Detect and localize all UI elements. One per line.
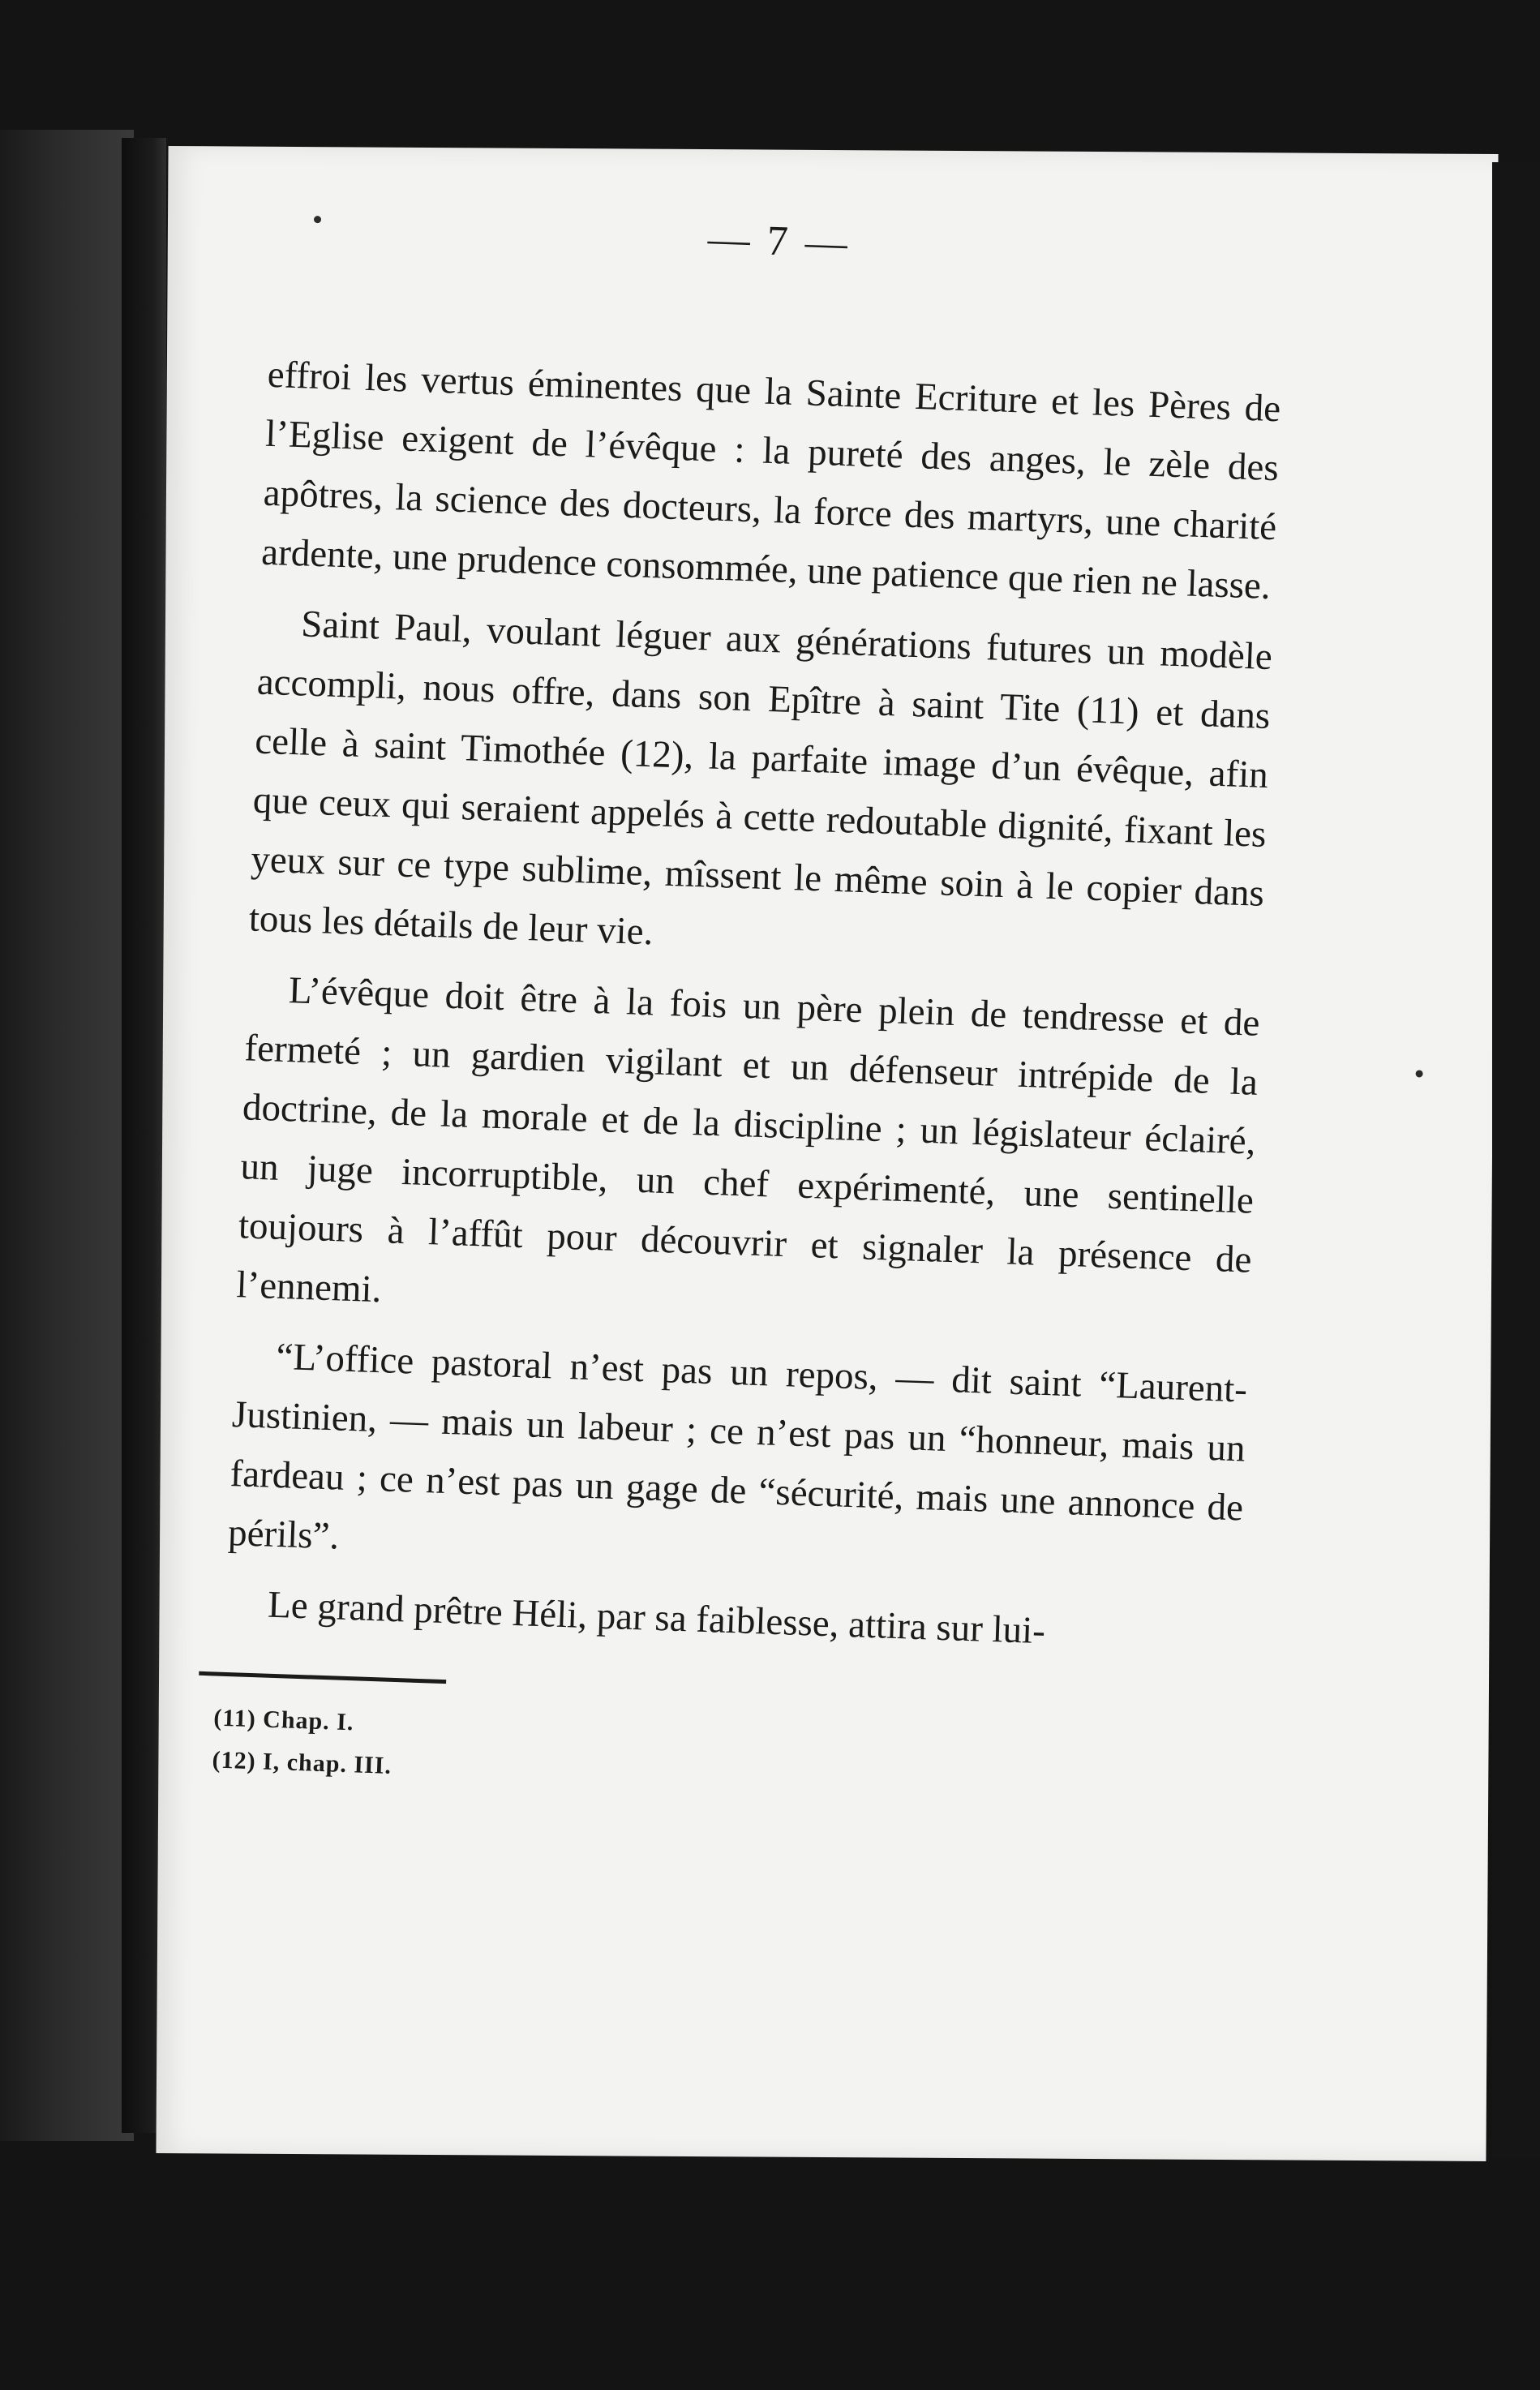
page-text [212, 216, 1282, 1817]
footnote-separator [199, 1671, 446, 1684]
paragraph-4-quote: “L’office pastoral n’est pas un repos, — dit saint “Laurent-Justinien, — mais un labeur ; ce n’est pas un “honneur, mais un fardeau ; ce n’est pas un gage de “sécurité, mais une annonce de périls”. [227, 1335, 1248, 1558]
scan-border-right [1492, 162, 1540, 2157]
paragraph-5: Le grand prêtre Héli, par sa faiblesse, attira sur lui- [267, 1583, 1046, 1653]
dust-speck [1416, 1070, 1423, 1077]
paragraph-3: L’évêque doit être à la fois un père plein de tendresse et de fermeté ; un gardien vigilant et un défenseur intrépide de la doctrine, de la morale et de la discipline ; un législateur éclairé, un juge incorruptible, un chef expérimenté, une sentinelle toujours à l’affût pour découvrir et signaler la présence de l’ennemi. [235, 969, 1261, 1311]
book-page [156, 146, 1498, 2161]
footnote-12: (12) I, chap. III. [212, 1746, 393, 1779]
paragraph-2: Saint Paul, voulant léguer aux générations futures un modèle accompli, nous offre, dans son Epître à saint Tite (11) et dans celle à saint Timothée (12), la parfaite image d’un évêque, afin que ceux qui seraient appelés à cette redoutable dignité, fixant les yeux sur ce type sublime, mîssent le même soin à le copier dans tous les détails de leur vie. [248, 603, 1273, 954]
page-number: — 7 — [706, 216, 852, 268]
footnote-11: (11) Chap. I. [212, 1704, 354, 1736]
facing-page-edge [0, 130, 134, 2141]
paragraph-1: effroi les vertus éminentes que la Sainte Ecriture et les Pères de l’Eglise exigent de l’évêque : la pureté des anges, le zèle des apôtres, la science des docteurs, la force des martyrs, une charité ardente, une prudence consommée, une patience que rien ne lasse. [260, 353, 1282, 607]
